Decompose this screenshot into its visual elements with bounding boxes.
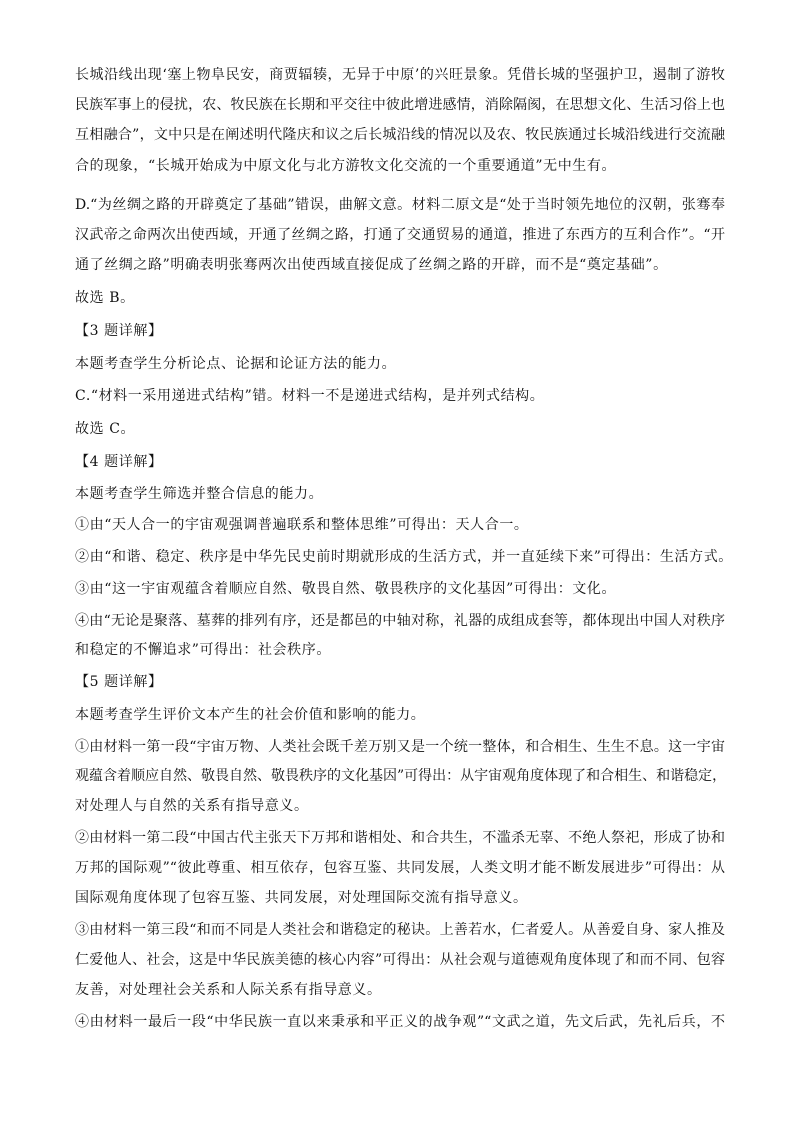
text-line: 汉武帝之命两次出使西域，开通了丝绸之路，打通了交通贸易的通道，推进了东西方的互利合作”。“开 xyxy=(75,227,725,243)
text-line: ①由材料一第一段“宇宙万物、人类社会既千差万别又是一个统一整体，和合相生、生生不息。这一宇宙 xyxy=(75,739,725,755)
text-line: 万邦的国际观”“彼此尊重、相互依存，包容互鉴、共同发展，人类文明才能不断发展进步”可得出：从 xyxy=(75,860,725,876)
text-line: 本题考查学生评价文本产生的社会价值和影响的能力。 xyxy=(75,707,426,723)
text-line: ③由材料一第三段“和而不同是人类社会和谐稳定的秘诀。上善若水，仁者爱人。从善爱自身、家人推及 xyxy=(75,922,725,938)
text-line: ④由“无论是聚落、墓葬的排列有序，还是都邑的中轴对称，礼器的成组成套等，都体现出中国人对秩序 xyxy=(75,613,725,629)
text-line: 对处理人与自然的关系有指导意义。 xyxy=(75,798,309,814)
text-line: ②由材料一第二段“中国古代主张天下万邦和谐相处、和合共生，不滥杀无辜、不绝人祭祀，形成了协和 xyxy=(75,830,725,846)
text-line: ③由“这一宇宙观蕴含着顺应自然、敬畏自然、敬畏秩序的文化基因”可得出：文化。 xyxy=(75,581,617,597)
text-line: 合的现象，“长城开始成为中原文化与北方游牧文化交流的一个重要通道”无中生有。 xyxy=(75,158,617,174)
text-line: 和稳定的不懈追求”可得出：社会秩序。 xyxy=(75,642,331,658)
text-line: ④由材料一最后一段“中华民族一直以来秉承和平正义的战争观”“文武之道，先文后武，先礼后兵，不 xyxy=(75,1014,725,1030)
text-line: C.“材料一采用递进式结构”错。材料一不是递进式结构，是并列式结构。 xyxy=(75,388,545,404)
text-line: 故选 C。 xyxy=(75,421,136,437)
text-line: 通了丝绸之路”明确表明张骞两次出使西域直接促成了丝绸之路的开辟，而不是“奠定基础”。 xyxy=(75,257,668,273)
text-line: 仁爱他人、社会，这是中华民族美德的核心内容”可得出：从社会观与道德观角度体现了和而不同、包容 xyxy=(75,952,725,968)
text-line: 故选 B。 xyxy=(75,290,135,306)
section-heading: 【3 题详解】 xyxy=(75,323,163,339)
text-line: 国际观角度体现了包容互鉴、共同发展，对处理国际交流有指导意义。 xyxy=(75,890,528,906)
text-line: 本题考查学生分析论点、论据和论证方法的能力。 xyxy=(75,356,397,372)
text-line: 观蕴含着顺应自然、敬畏自然、敬畏秩序的文化基因”可得出：从宇宙观角度体现了和合相生、和谐稳定， xyxy=(75,768,727,784)
text-line: ①由“天人合一的宇宙观强调普遍联系和整体思维”可得出：天人合一。 xyxy=(75,517,529,533)
text-line: 友善，对处理社会关系和人际关系有指导意义。 xyxy=(75,982,382,998)
text-line: ②由“和谐、稳定、秩序是中华先民史前时期就形成的生活方式，并一直延续下来”可得出：生活方式。 xyxy=(75,549,733,565)
section-heading: 【4 题详解】 xyxy=(75,454,163,470)
section-heading: 【5 题详解】 xyxy=(75,674,163,690)
text-line: 民族军事上的侵扰，农、牧民族在长期和平交往中彼此增进感情，消除隔阂，在思想文化、生活习俗上也 xyxy=(75,97,725,113)
text-line: 互相融合”，文中只是在阐述明代隆庆和议之后长城沿线的情况以及农、牧民族通过长城沿线进行交流融 xyxy=(75,127,725,143)
text-line: 本题考查学生筛选并整合信息的能力。 xyxy=(75,486,324,502)
text-line: 长城沿线出现‘塞上物阜民安，商贾辐辏，无异于中原’的兴旺景象。凭借长城的坚强护卫，遏制了游牧 xyxy=(75,67,725,83)
text-line: D.“为丝绸之路的开辟奠定了基础”错误，曲解文意。材料二原文是“处于当时领先地位的汉朝，张骞奉 xyxy=(75,197,725,213)
